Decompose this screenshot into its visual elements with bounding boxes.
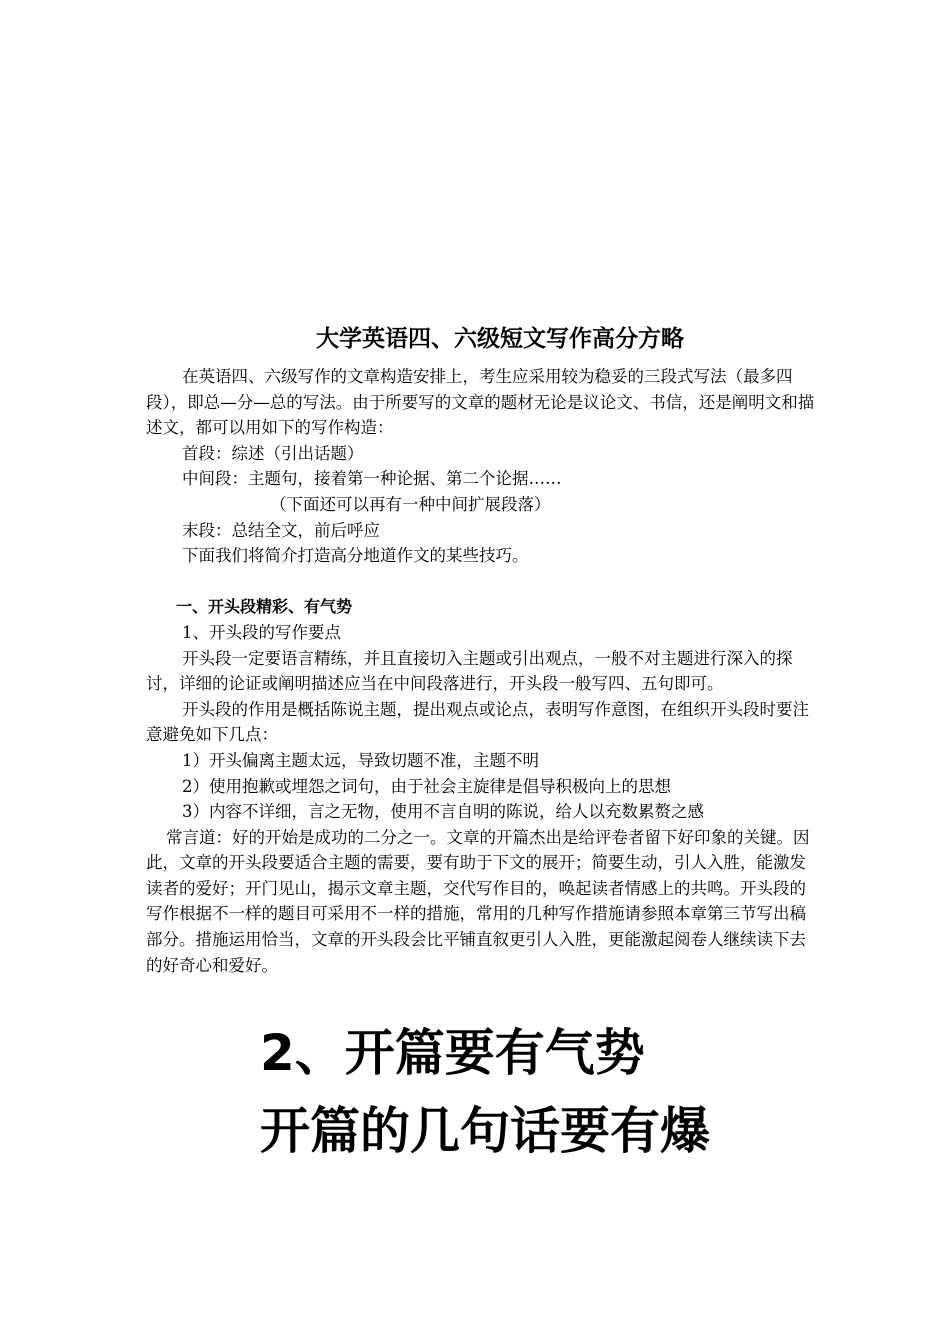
blank-line [146,569,822,595]
structure-middle-note: （下面还可以再有一种中间扩展段落） [270,494,551,514]
section-heading: 一、开头段精彩、有气势 [176,597,353,617]
point-item-3: 3）内容不详细，言之无物，使用不言自明的陈说，给人以充数累赘之感 [182,802,704,822]
large-heading-line-1: 2、开篇要有气势 [260,1024,645,1082]
section-paragraph-2: 开头段的作用是概括陈说主题，提出观点或论点，表明写作意图，在组织开头段时要注意避免如下几点： [146,699,809,745]
large-heading-line-2: 开篇的几句话要有爆 [260,1102,710,1160]
structure-last: 末段：总结全文，前后呼应 [182,520,380,540]
point-item-1: 1）开头偏离主题太远，导致切题不准，主题不明 [182,750,539,770]
point-item-2: 2）使用抱歉或埋怨之词句，由于社会主旋律是倡导积极向上的思想 [182,776,671,796]
section-subheading: 1、开头段的写作要点 [182,622,341,642]
intro-paragraph: 在英语四、六级写作的文章构造安排上，考生应采用较为稳妥的三段式写法（最多四段），即总—分—总的写法。由于所要写的文章的题材无论是议论文、书信，还是阐明文和描述文，都可以用如下的写作构造： [146,367,815,438]
section-paragraph-3: 常言道：好的开始是成功的二分之一。文章的开篇杰出是给评卷者留下好印象的关键。因此，文章的开头段要适合主题的需要，要有助于下文的展开；简要生动，引人入胜，能激发读者的爱好；开门见山，揭示文章主题，交代写作目的，唤起读者情感上的共鸣。开头段的写作根据不一样的题目可采用不一样的措施，常用的几种写作措施请参照本章第三节写出稿部分。措施运用恰当，文章的开头段会比平铺直叙更引人入胜，更能激起阅卷人继续读下去的好奇心和爱好。 [146,827,810,975]
structure-first: 首段：综述（引出话题） [182,443,364,463]
transition-paragraph: 下面我们将简介打造高分地道作文的某些技巧。 [182,546,529,566]
section-paragraph-1: 开头段一定要语言精练，并且直接切入主题或引出观点，一般不对主题进行深入的探讨，详细的论证或阐明描述应当在中间段落进行，开头段一般写四、五句即可。 [146,648,793,694]
document-title: 大学英语四、六级短文写作高分方略 [316,326,684,352]
structure-middle: 中间段：主题句，接着第一种论据、第二个论据…… [182,469,562,489]
document-body [146,364,822,978]
